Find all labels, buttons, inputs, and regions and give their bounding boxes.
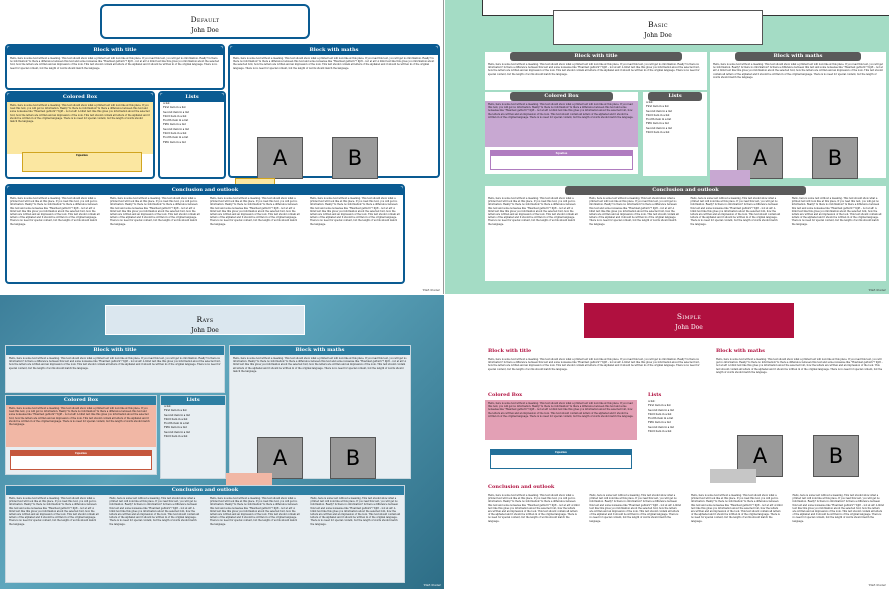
list-item: A list: — [163, 102, 171, 105]
list-item: Fifth item in a list — [646, 122, 669, 126]
list-item: First item in a list — [164, 409, 187, 413]
column-text: Hello, here is some text without a meaning. This text should show what a printed text will look like at this place. If you read this text, you will get no information. Really? Is there no information? Is there a difference between this text and some nonsense like "Huardest gefburn"? Kjift – not at all! A blind text like this gives you information about the selected font, how the letters are written and an impression of the look. This text should contain all letters of the alphabet and it should be written in of the original language. There is no need for special content, but the length of words should match the language. — [691, 494, 783, 523]
callout-box — [710, 469, 756, 483]
block-heading: Lists — [161, 396, 225, 405]
block-heading: Colored Box — [7, 93, 153, 102]
block-text: Hello, here is some text without a meaning. This text should show what a printed text will look like at this place. If you read this text, you will get no information. Really? Is there no information? Is there a difference between this text and some nonsense like "Huardest gefburn"? Kjift – not at all! A blind text like this gives you information about the selected font, how the letters are written and an impression of the look. This text should contain all letters of the alphabet and it should be written in of the original language. There is no need for special content, but the length of words should match the language. — [488, 358, 700, 371]
block-heading: Block with title — [488, 348, 532, 354]
block-heading: Block with maths — [230, 346, 410, 355]
poster-author: John Doe — [675, 324, 703, 331]
block-heading: Block with maths — [735, 52, 861, 61]
block-text: Hello, here is some text without a meaning. This text should show what a printed text will look like at this place. If you read this text, you will get no information. Really? Is there no information? Is there a difference between this text and some nonsense like "Huardest gefburn"? Kjift – not at all! A blind text like this gives you information about the selected font, how the letters are written and an impression of the look. This text should contain all letters of the alphabet and it should be written in of the original language. There is no need for special content, but the length of words should match the language. — [713, 63, 883, 79]
block-text: Hello, here is some text without a meaning. This text should show what a printed text will look like at this place. If you read this text, you will get no information. Really? Is there no information? Is there a difference between this text and some nonsense like "Huardest gefburn"? Kjift – not at all! A blind text like this gives you information about the selected font, how the letters are written and an impression of the look. This text should contain all letters of the alphabet and it should be written in of the original language. There is no need for special content, but the length of words should match the language. — [7, 102, 153, 154]
list-item: Fifth item in a list — [163, 123, 186, 127]
list-item: Second item in a list — [646, 109, 672, 113]
lists-block — [158, 91, 226, 179]
poster-author: John Doe — [644, 32, 672, 39]
list-item: A list: — [648, 400, 656, 403]
block-heading: Colored Box — [510, 92, 613, 101]
block-heading: Block with maths — [716, 348, 765, 354]
block-text: Hello, here is some text without a meaning. This text should show what a printed text will look like at this place. If you read this text, you will get no information. Really? Is there no information? Is there a difference between this text and some nonsense like "Huardest gefburn"? Kjift – not at all! A blind text like this gives you information about the selected font, how the letters are written and an impression of the look. This text should contain all letters of the alphabet and it should be written in of the original language. There is no need for special content, but the length of words should match the language. — [10, 57, 220, 70]
poster-title: Basic — [648, 20, 668, 29]
image-a: A — [257, 137, 303, 179]
list-item: Fifth item in a list — [164, 426, 187, 430]
list-item: First item in a list — [163, 106, 186, 110]
block-heading: Conclusion and outlook — [488, 484, 555, 490]
list-item: Fifth item in a list — [648, 421, 671, 425]
column-text: Hello, here is some text without a meaning. This text should show what a printed text will look like at this place. If you read this text, you will get no information. Really? Is there no information? Is there a difference between this text and some nonsense like "Huardest gefburn"? Kjift – not at all! A blind text like this gives you information about the selected font, how the letters are written and an impression of the look. This text should contain all letters of the alphabet and it should be written in of the original language. There is no need for special content, but the length of words should match the language. — [690, 197, 781, 226]
list-item: Third item in a list — [164, 417, 188, 421]
column-text: Hello, here is some text without a meaning. This text should show what a printed text will look like at this place. If you read this text, you will get no information. Really? Is there no information? Is there a difference between this text and some nonsense like "Huardest gefburn"? Kjift – not at all! A blind text like this gives you information about the selected font, how the letters are written and an impression of the look. This text should contain all letters of the alphabet and it should be written in of the original language. There is no need for special content, but the length of words should match the language. — [792, 494, 884, 523]
equation-label: Equation — [491, 450, 631, 455]
column-text: Hello, here is some text without a meaning. This text should show what a printed text will look like at this place. If you read this text, you will get no information. Really? Is there no information? Is there a difference between this text and some nonsense like "Huardest gefburn"? Kjift – not at all! A blind text like this gives you information about the selected font, how the letters are written and an impression of the look. This text should contain all letters of the alphabet and it should be written in of the original language. There is no need for special content, but the length of words should match the language. — [310, 497, 401, 526]
equation-box — [490, 150, 633, 170]
block-text: Hello, here is some text without a meaning. This text should show what a printed text will look like at this place. If you read this text, you will get no information. Really? Is there no information? Is there a difference between this text and some nonsense like "Huardest gefburn"? Kjift – not at all! A blind text like this gives you information about the selected font, how the letters are written and an impression of the look. This text should contain all letters of the alphabet and it should be written in of the original language. There is no need for special content, but the length of words should match the language. — [6, 405, 156, 447]
block-heading: Lists — [648, 92, 702, 101]
block-text: Hello, here is some text without a meaning. This text should show what a printed text will look like at this place. If you read this text, you will get no information. Really? Is there no information? Is there a difference between this text and some nonsense like "Huardest gefburn"? Kjift – not at all! A blind text like this gives you information about the selected font, how the letters are written and an impression of the look. This text should contain all letters of the alphabet and it should be written in of the original language. There is no need for special content, but the length of words should match the language. — [485, 400, 637, 440]
list-item: Fourth item in a list — [164, 422, 190, 426]
poster-simple — [445, 295, 889, 589]
list-item: Fourth item in a list — [163, 119, 189, 123]
image-b: B — [332, 137, 378, 179]
list — [161, 405, 225, 439]
block-heading: Block with title — [510, 52, 682, 61]
poster-title: Rays — [196, 315, 214, 324]
column-text: Hello, here is some text without a meaning. This text should show what a printed text will look like at this place. If you read this text, you will get no information. Really? Is there no information? Is there a difference between this text and some nonsense like "Huardest gefburn"? Kjift – not at all! A blind text like this gives you information about the selected font, how the letters are written and an impression of the look. This text should contain all letters of the alphabet and it should be written in of the original language. There is no need for special content, but the length of words should match the language. — [110, 197, 200, 226]
list-item: Second item in a list — [163, 127, 189, 131]
title-box — [584, 303, 794, 338]
image-b: B — [330, 437, 376, 479]
block-heading: Block with maths — [230, 46, 438, 55]
list-item: A list: — [646, 101, 654, 104]
conclusion-block — [5, 184, 405, 284]
column-text: Hello, here is some text without a meaning. This text should show what a printed text will look like at this place. If you read this text, you will get no information. Really? Is there no information? Is there a difference between this text and some nonsense like "Huardest gefburn"? Kjift – not at all! A blind text like this gives you information about the selected font, how the letters are written and an impression of the look. This text should contain all letters of the alphabet and it should be written in of the original language. There is no need for special content, but the length of words should match the language. — [210, 497, 300, 526]
poster-basic — [445, 0, 889, 294]
poster-default — [0, 0, 444, 294]
column-text: Hello, here is some text without a meaning. This text should show what a printed text will look like at this place. If you read this text, you will get no information. Really? Is there no information? Is there a difference between this text and some nonsense like "Huardest gefburn"? Kjift – not at all! A blind text like this gives you information about the selected font, how the letters are written and an impression of the look. This text should contain all letters of the alphabet and it should be written in of the original language. There is no need for special content, but the length of words should match the language. — [310, 197, 400, 226]
conclusion-columns — [485, 492, 887, 525]
list-item: Fourth item in a list — [646, 118, 672, 122]
column-text: Hello, here is some text without a meaning. This text should show what a printed text will look like at this place. If you read this text, you will get no information. Really? Is there no information? Is there a difference between this text and some nonsense like "Huardest gefburn"? Kjift – not at all! A blind text like this gives you information about the selected font, how the letters are written and an impression of the look. This text should contain all letters of the alphabet and it should be written in of the original language. There is no need for special content, but the length of words should match the language. — [109, 497, 200, 526]
list-item: Fifth item in a list — [163, 140, 186, 144]
list-item: Third item in a list — [646, 113, 670, 117]
title-box — [100, 4, 310, 39]
list-item: First item in a list — [646, 105, 669, 109]
conclusion-columns — [7, 195, 403, 228]
block-heading: Block with title — [6, 346, 224, 355]
title-box — [553, 10, 763, 45]
list-item: Third item in a list — [648, 430, 672, 434]
footer: TikZ Poster — [868, 288, 886, 292]
list-item: Fourth item in a list — [163, 136, 189, 140]
list-item: Third item in a list — [164, 435, 188, 439]
poster-author: John Doe — [191, 327, 219, 334]
image-b: B — [813, 435, 859, 477]
lists-block — [160, 395, 226, 479]
title-box — [105, 305, 305, 335]
list-item: Second item in a list — [648, 425, 674, 429]
lists-block — [645, 391, 709, 475]
image-a: A — [257, 437, 303, 479]
footer: TikZ Poster — [423, 583, 441, 587]
list-item: Third item in a list — [163, 114, 187, 118]
block-with-title — [485, 52, 707, 90]
list-item: First item in a list — [648, 404, 671, 408]
block-heading: Conclusion and outlook — [6, 486, 404, 495]
conclusion-columns — [485, 195, 886, 228]
poster-title: Default — [190, 15, 220, 24]
list-item: Second item in a list — [163, 110, 189, 114]
list-item: Fourth item in a list — [648, 417, 674, 421]
conclusion-block — [485, 186, 886, 281]
footer: TikZ Poster — [868, 583, 886, 587]
callout-box — [710, 170, 750, 186]
column-text: Hello, here is some text without a meaning. This text should show what a printed text will look like at this place. If you read this text, you will get no information. Really? Is there no information? Is there a difference between this text and some nonsense like "Huardest gefburn"? Kjift – not at all! A blind text like this gives you information about the selected font, how the letters are written and an impression of the look. This text should contain all letters of the alphabet and it should be written in of the original language. There is no need for special content, but the length of words should match the language. — [9, 497, 99, 526]
column-text: Hello, here is some text without a meaning. This text should show what a printed text will look like at this place. If you read this text, you will get no information. Really? Is there no information? Is there a difference between this text and some nonsense like "Huardest gefburn"? Kjift – not at all! A blind text like this gives you information about the selected font, how the letters are written and an impression of the look. This text should contain all letters of the alphabet and it should be written in of the original language. There is no need for special content, but the length of words should match the language. — [10, 197, 100, 226]
block-heading: Lists — [648, 392, 662, 398]
block-text: Hello, here is some text without a meaning. This text should show what a printed text will look like at this place. If you read this text, you will get no information. Really? Is there no information? Is there a difference between this text and some nonsense like "Huardest gefburn"? Kjift – not at all! A blind text like this gives you information about the selected font, how the letters are written and an impression of the look. This text should contain all letters of the alphabet and it should be written in of the original language. There is no need for special content, but the length of words should match the language. — [233, 57, 435, 70]
column-text: Hello, here is some text without a meaning. This text should show what a printed text will look like at this place. If you read this text, you will get no information. Really? Is there no information? Is there a difference between this text and some nonsense like "Huardest gefburn"? Kjift – not at all! A blind text like this gives you information about the selected font, how the letters are written and an impression of the look. This text should contain all letters of the alphabet and it should be written in of the original language. There is no need for special content, but the length of words should match the language. — [791, 197, 882, 226]
equation-label: Equation — [11, 451, 151, 456]
list-item: Third item in a list — [646, 131, 670, 135]
equation-box — [490, 449, 632, 469]
poster-rays — [0, 295, 444, 589]
list — [645, 400, 709, 434]
block-text: Hello, here is some text without a meaning. This text should show what a printed text will look like at this place. If you read this text, you will get no information. Really? Is there no information? Is there a difference between this text and some nonsense like "Huardest gefburn"? Kjift – not at all! A blind text like this gives you information about the selected font, how the letters are written and an impression of the look. This text should contain all letters of the alphabet and it should be written in of the original language. There is no need for special content, but the length of words should match the language. — [716, 358, 883, 374]
image-b: B — [812, 137, 858, 179]
equation-box — [10, 450, 152, 470]
block-text: Hello, here is some text without a meaning. This text should show what a printed text will look like at this place. If you read this text, you will get no information. Really? Is there no information? Is there a difference between this text and some nonsense like "Huardest gefburn"? Kjift – not at all! A blind text like this gives you information about the selected font, how the letters are written and an impression of the look. This text should contain all letters of the alphabet and it should be written in of the original language. There is no need for special content, but the length of words should match the language. — [485, 101, 638, 147]
poster-title: Simple — [676, 312, 702, 321]
block-text: Hello, here is some text without a meaning. This text should show what a printed text will look like at this place. If you read this text, you will get no information. Really? Is there no information? Is there a difference between this text and some nonsense like "Huardest gefburn"? Kjift – not at all! A blind text like this gives you information about the selected font, how the letters are written and an impression of the look. This text should contain all letters of the alphabet and it should be written in of the original language. There is no need for special content, but the length of words should match the language. — [488, 63, 700, 76]
block-heading: Block with title — [7, 46, 223, 55]
list — [643, 101, 707, 135]
list-item: Second item in a list — [164, 413, 190, 417]
block-with-title — [485, 347, 707, 389]
column-text: Hello, here is some text without a meaning. This text should show what a printed text will look like at this place. If you read this text, you will get no information. Really? Is there no information? Is there a difference between this text and some nonsense like "Huardest gefburn"? Kjift – not at all! A blind text like this gives you information about the selected font, how the letters are written and an impression of the look. This text should contain all letters of the alphabet and it should be written in of the original language. There is no need for special content, but the length of words should match the language. — [210, 197, 300, 226]
equation-label: Equation — [76, 154, 88, 157]
column-text: Hello, here is some text without a meaning. This text should show what a printed text will look like at this place. If you read this text, you will get no information. Really? Is there no information? Is there a difference between this text and some nonsense like "Huardest gefburn"? Kjift – not at all! A blind text like this gives you information about the selected font, how the letters are written and an impression of the look. This text should contain all letters of the alphabet and it should be written in of the original language. There is no need for special content, but the length of words should match the language. — [589, 494, 681, 523]
conclusion-block — [485, 483, 887, 583]
block-text: Hello, here is some text without a meaning. This text should show what a printed text will look like at this place. If you read this text, you will get no information. Really? Is there no information? Is there a difference between this text and some nonsense like "Huardest gefburn"? Kjift – not at all! A blind text like this gives you information about the selected font, how the letters are written and an impression of the look. This text should contain all letters of the alphabet and it should be written in of the original language. There is no need for special content, but the length of words should match the language. — [9, 357, 221, 370]
column-text: Hello, here is some text without a meaning. This text should show what a printed text will look like at this place. If you read this text, you will get no information. Really? Is there no information? Is there a difference between this text and some nonsense like "Huardest gefburn"? Kjift – not at all! A blind text like this gives you information about the selected font, how the letters are written and an impression of the look. This text should contain all letters of the alphabet and it should be written in of the original language. There is no need for special content, but the length of words should match the language. — [589, 197, 679, 226]
image-a: A — [737, 435, 783, 477]
block-heading: Conclusion and outlook — [7, 186, 403, 195]
equation-label: Equation — [491, 151, 632, 156]
block-with-title — [5, 44, 225, 90]
list-item: Second item in a list — [646, 126, 672, 130]
block-heading: Lists — [160, 93, 224, 102]
poster-author: John Doe — [191, 27, 219, 34]
list-item: Second item in a list — [648, 408, 674, 412]
image-a: A — [737, 137, 783, 179]
footer: TikZ Poster — [422, 288, 440, 292]
list-item: Second item in a list — [164, 430, 190, 434]
equation-box — [22, 152, 142, 172]
list-item: A list: — [164, 405, 172, 408]
list-item: Third item in a list — [648, 412, 672, 416]
block-text: Hello, here is some text without a meaning. This text should show what a printed text will look like at this place. If you read this text, you will get no information. Really? Is there no information? Is there a difference between this text and some nonsense like "Huardest gefburn"? Kjift – not at all! A blind text like this gives you information about the selected font, how the letters are written and an impression of the look. This text should contain all letters of the alphabet and it should be written in of the original language. There is no need for special content, but the length of words should match the language. — [233, 357, 407, 373]
lists-block — [643, 92, 707, 176]
block-heading: Colored Box — [6, 396, 156, 405]
block-heading: Conclusion and outlook — [565, 186, 806, 195]
column-text: Hello, here is some text without a meaning. This text should show what a printed text will look like at this place. If you read this text, you will get no information. Really? Is there no information? Is there a difference between this text and some nonsense like "Huardest gefburn"? Kjift – not at all! A blind text like this gives you information about the selected font, how the letters are written and an impression of the look. This text should contain all letters of the alphabet and it should be written in of the original language. There is no need for special content, but the length of words should match the language. — [488, 494, 580, 523]
conclusion-columns — [6, 495, 404, 528]
list-item: Third item in a list — [163, 132, 187, 136]
block-with-title — [5, 345, 225, 393]
conclusion-block — [5, 485, 405, 583]
column-text: Hello, here is some text without a meaning. This text should show what a printed text will look like at this place. If you read this text, you will get no information. Really? Is there no information? Is there a difference between this text and some nonsense like "Huardest gefburn"? Kjift – not at all! A blind text like this gives you information about the selected font, how the letters are written and an impression of the look. This text should contain all letters of the alphabet and it should be written in of the original language. There is no need for special content, but the length of words should match the language. — [488, 197, 578, 226]
block-heading: Colored Box — [488, 392, 523, 398]
list — [160, 102, 224, 145]
